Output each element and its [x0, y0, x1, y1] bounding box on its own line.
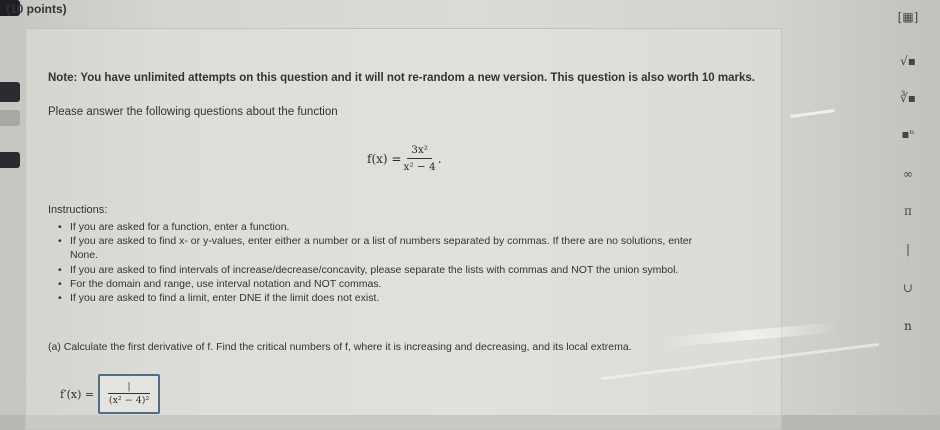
- attempts-note: Note: You have unlimited attempts on this question and it will not re-random a new version. This question is also worth 10 marks.: [48, 72, 755, 84]
- n-icon[interactable]: n: [904, 319, 912, 333]
- instruction-item: • If you are asked to find a limit, enter DNE if the limit does not exist.: [58, 291, 692, 305]
- exponent-icon[interactable]: ▪ⁿ: [901, 127, 915, 141]
- absolute-value-icon[interactable]: |: [905, 242, 911, 256]
- screen-glare: [790, 109, 835, 118]
- derivative-label: f′(x) =: [60, 387, 95, 401]
- function-definition: [367, 144, 442, 173]
- function-fraction: [403, 144, 435, 173]
- part-a-question: (a) Calculate the first derivative of f. Find the critical numbers of f, where it is increasing and decreasing, and its local extrema.: [48, 341, 632, 353]
- instruction-text: None.: [70, 249, 99, 262]
- question-prompt: Please answer the following questions about the function: [48, 106, 338, 118]
- answer-numerator-cursor[interactable]: |: [108, 382, 150, 394]
- instruction-item: • If you are asked for a function, enter a function.: [58, 220, 692, 234]
- union-icon[interactable]: ∪: [902, 281, 914, 295]
- instruction-continuation: [58, 248, 692, 262]
- math-toolbar: [884, 0, 940, 415]
- instructions-list: [58, 220, 692, 305]
- nth-root-icon[interactable]: ∛▪: [900, 91, 916, 105]
- points-label: (10 points): [6, 2, 67, 16]
- instruction-item: • For the domain and range, use interval notation and NOT commas.: [58, 277, 692, 291]
- instruction-text: If you are asked to find x- or y-values, enter either a number or a list of numbers separated by commas. If there are no solutions, enter: [70, 235, 693, 248]
- pi-icon[interactable]: π: [904, 204, 912, 218]
- instructions-title: Instructions:: [48, 204, 108, 216]
- left-nav-tab[interactable]: [0, 152, 20, 168]
- derivative-answer-row: [60, 374, 160, 414]
- sqrt-icon[interactable]: √▪: [900, 54, 916, 68]
- infinity-icon[interactable]: ∞: [903, 167, 913, 181]
- instruction-item: [58, 234, 692, 248]
- derivative-answer-field[interactable]: [98, 374, 160, 414]
- matrix-icon[interactable]: [▦]: [897, 10, 919, 24]
- instruction-item: • If you are asked to find intervals of increase/decrease/concavity, please separate the lists with commas and NOT the union symbol.: [58, 263, 692, 277]
- left-nav-tab[interactable]: [0, 82, 20, 102]
- function-denominator: x² − 4: [403, 161, 436, 173]
- answer-denominator[interactable]: (x² − 4)²: [108, 395, 150, 406]
- function-period: .: [437, 151, 442, 166]
- left-nav-tab[interactable]: [0, 110, 20, 126]
- function-numerator: 3x²: [407, 144, 432, 159]
- function-lhs: f(x) =: [367, 151, 402, 166]
